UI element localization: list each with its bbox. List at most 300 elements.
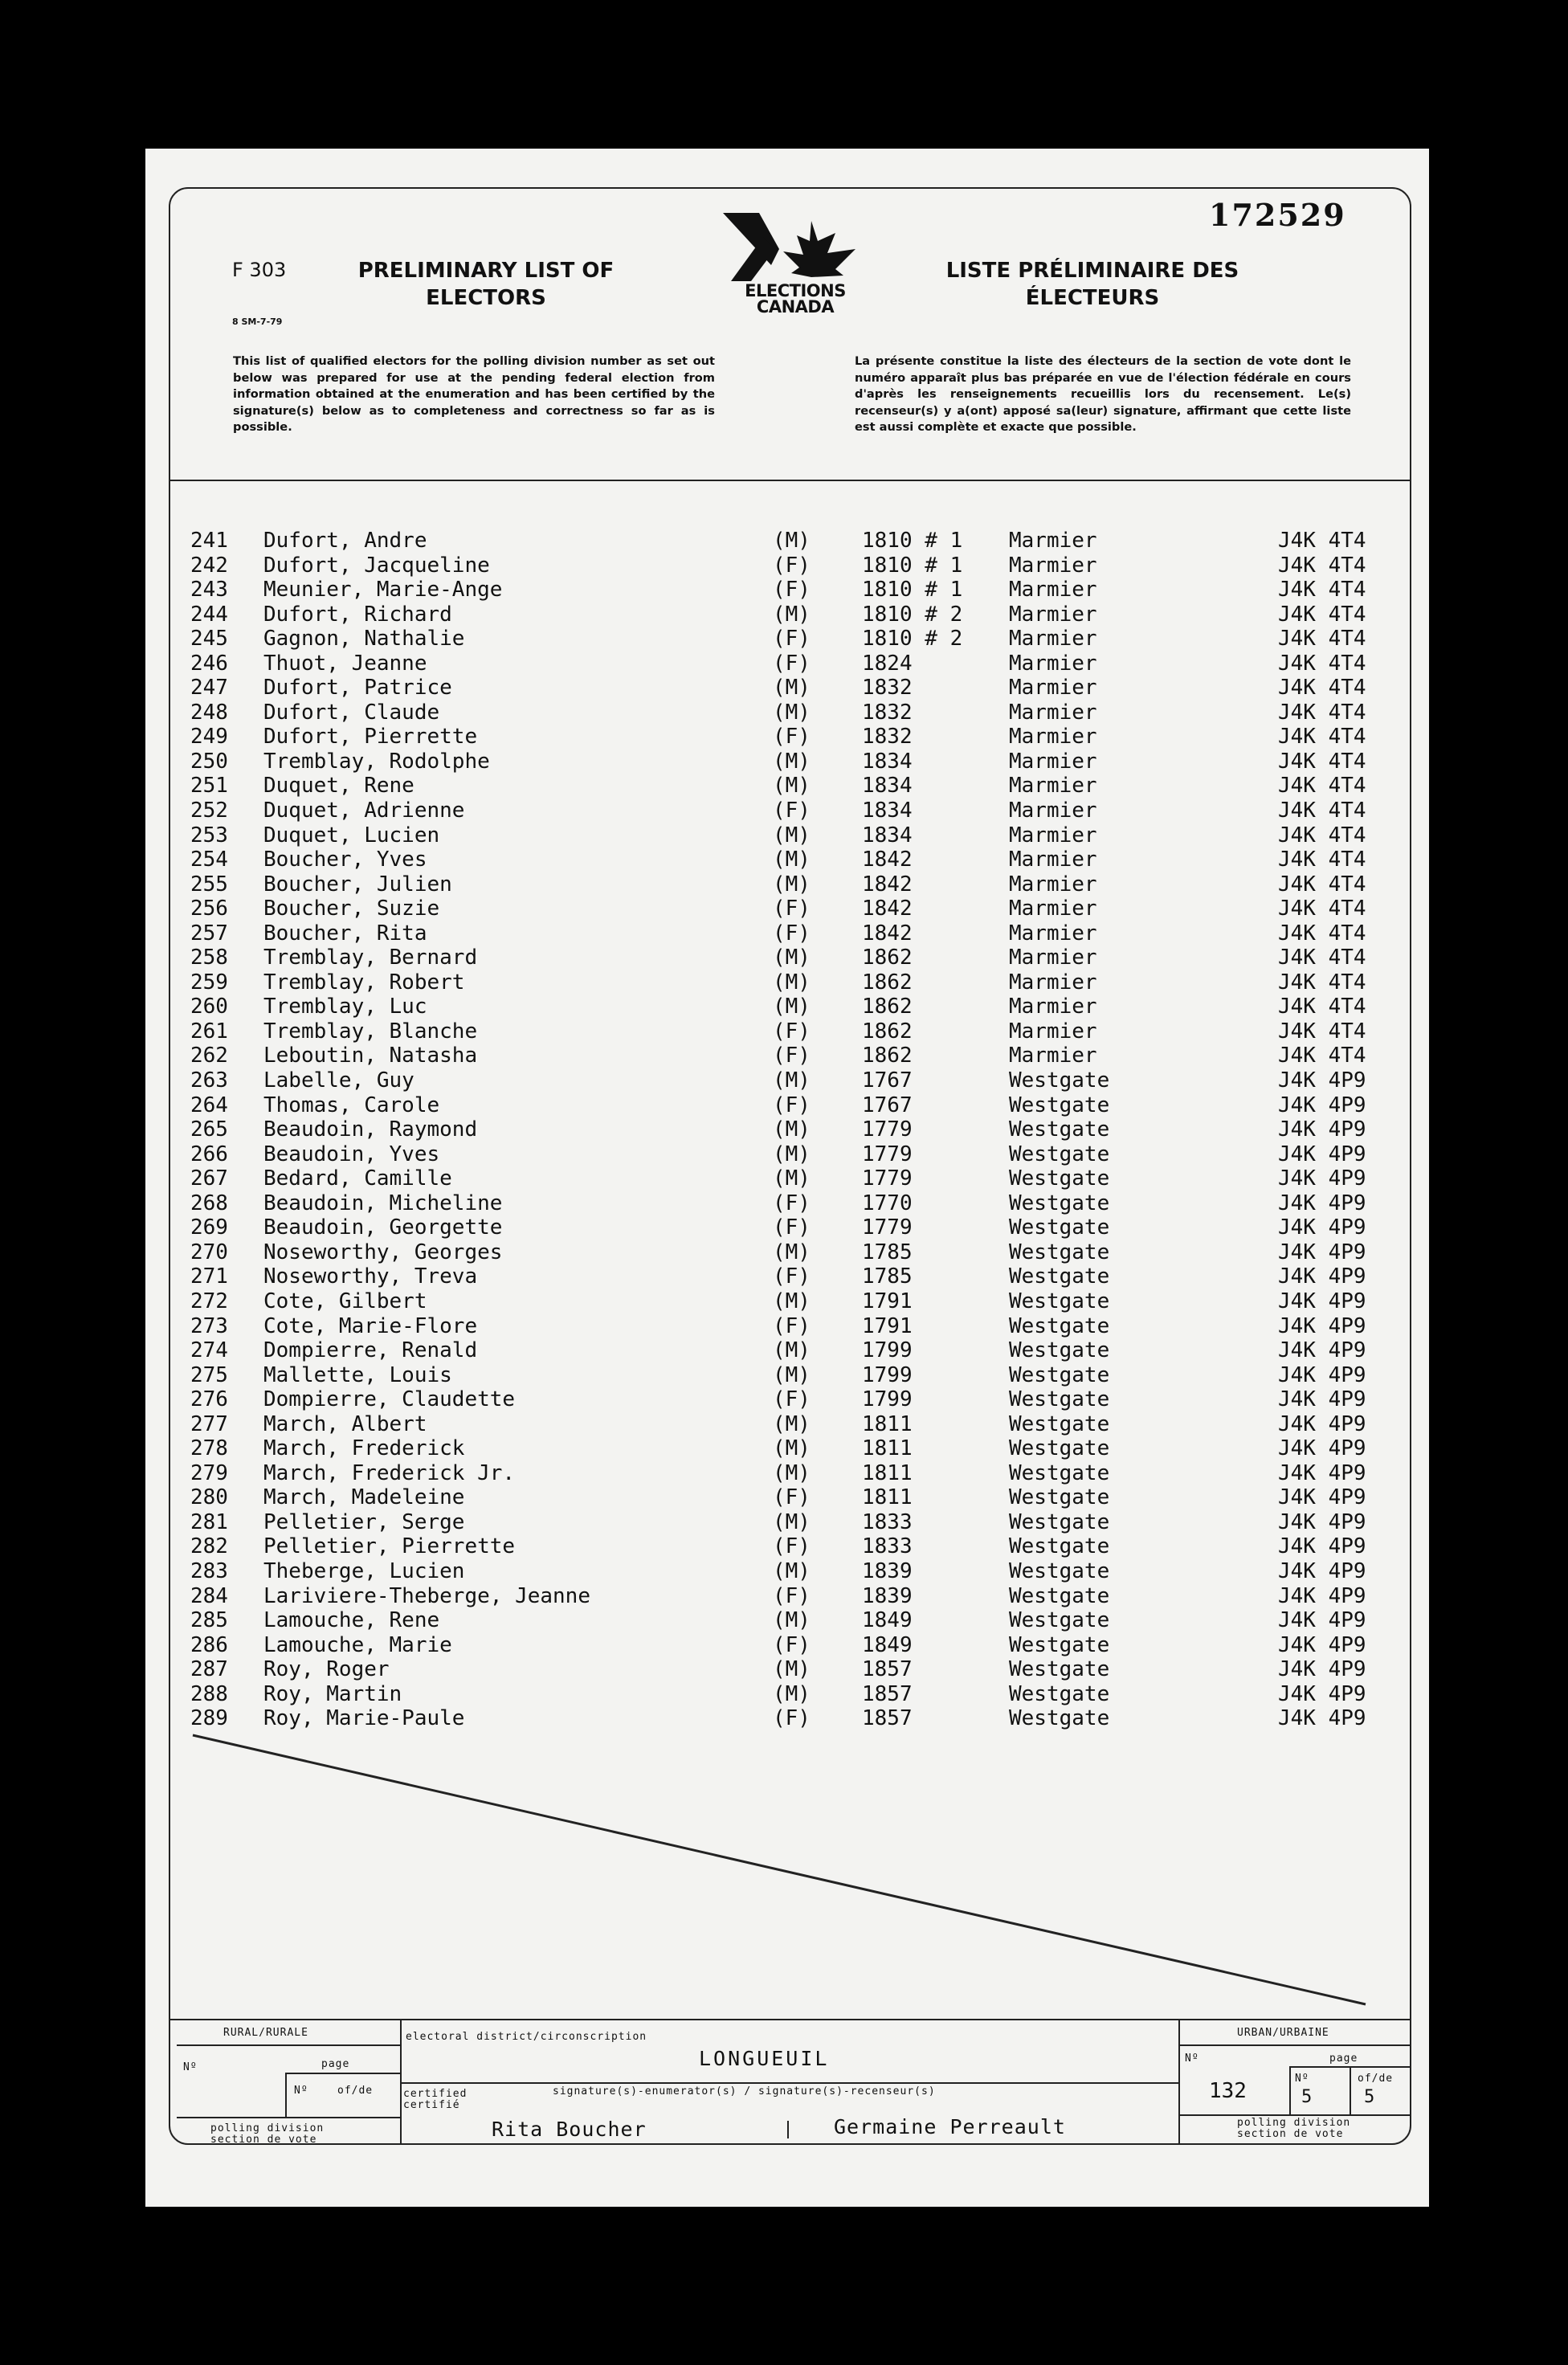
elector-name: Dufort, Richard: [263, 602, 452, 627]
elector-name: Pelletier, Serge: [263, 1509, 465, 1534]
elector-address: 1810 # 1: [862, 529, 963, 553]
elector-postal-code: J4K 4P9: [1278, 1166, 1366, 1191]
elector-number: 253: [190, 823, 228, 848]
elector-address: 1799: [862, 1362, 913, 1387]
elector-address: 1839: [862, 1558, 913, 1583]
elector-street: Westgate: [1009, 1632, 1110, 1657]
elector-name: Pelletier, Pierrette: [263, 1534, 516, 1559]
elector-street: Marmier: [1009, 602, 1097, 627]
elector-name: March, Frederick Jr.: [263, 1460, 516, 1485]
elector-sex: (F): [773, 1093, 811, 1117]
elector-number: 282: [190, 1534, 228, 1559]
elector-street: Westgate: [1009, 1583, 1110, 1608]
rural-page-rule: [285, 2073, 400, 2074]
elector-name: Leboutin, Natasha: [263, 1044, 478, 1068]
rural-rule: [177, 2044, 400, 2046]
elector-street: Marmier: [1009, 946, 1097, 970]
elector-address: 1767: [862, 1068, 913, 1093]
elector-number: 274: [190, 1338, 228, 1363]
rural-bottom-rule: [177, 2117, 400, 2118]
footer-top-rule: [170, 2019, 1410, 2020]
elector-number: 258: [190, 946, 228, 970]
elector-address: 1834: [862, 799, 913, 823]
urban-of-label: of/de: [1358, 2073, 1394, 2085]
elector-street: Westgate: [1009, 1460, 1110, 1485]
elector-postal-code: J4K 4P9: [1278, 1558, 1366, 1583]
intro-text-english: This list of qualified electors for the polling division number as set out below was prepared for use at the pending federal election from information obtained at the enumeration and has been certified by the signature(s) below as to completeness and correctness so far as is possible.: [233, 354, 715, 434]
elector-street: Westgate: [1009, 1142, 1110, 1166]
elector-number: 252: [190, 799, 228, 823]
elector-address: 1833: [862, 1509, 913, 1534]
elector-sex: (M): [773, 1068, 811, 1093]
urban-polling-label: polling division section de vote: [1237, 2117, 1351, 2140]
elector-street: Marmier: [1009, 749, 1097, 774]
elector-sex: (M): [773, 1460, 811, 1485]
form-number: F 303: [232, 259, 287, 281]
elector-number: 260: [190, 995, 228, 1019]
elector-street: Westgate: [1009, 1166, 1110, 1191]
elector-postal-code: J4K 4T4: [1278, 529, 1366, 553]
elector-postal-code: J4K 4P9: [1278, 1117, 1366, 1142]
elector-address: 1857: [862, 1681, 913, 1706]
elector-sex: (M): [773, 602, 811, 627]
elector-number: 269: [190, 1215, 228, 1240]
elector-sex: (M): [773, 1289, 811, 1313]
elector-postal-code: J4K 4P9: [1278, 1068, 1366, 1093]
elector-sex: (M): [773, 1142, 811, 1166]
elector-street: Westgate: [1009, 1387, 1110, 1412]
elector-street: Marmier: [1009, 1044, 1097, 1068]
elector-address: 1849: [862, 1608, 913, 1633]
elector-postal-code: J4K 4T4: [1278, 848, 1366, 872]
elector-address: 1779: [862, 1117, 913, 1142]
elector-name: Lamouche, Marie: [263, 1632, 452, 1657]
elector-address: 1810 # 1: [862, 578, 963, 602]
elector-postal-code: J4K 4T4: [1278, 602, 1366, 627]
elector-postal-code: J4K 4P9: [1278, 1485, 1366, 1510]
elector-name: Beaudoin, Yves: [263, 1142, 440, 1166]
elector-sex: (F): [773, 1387, 811, 1412]
elector-number: 262: [190, 1044, 228, 1068]
elector-address: 1799: [862, 1387, 913, 1412]
signature-enumerator-2: Germaine Perreault: [834, 2115, 1066, 2138]
elector-sex: (F): [773, 799, 811, 823]
elector-street: Westgate: [1009, 1509, 1110, 1534]
elector-sex: (F): [773, 921, 811, 946]
elector-name: Roy, Roger: [263, 1657, 390, 1682]
polling-division-number: 132: [1209, 2079, 1247, 2103]
elector-street: Westgate: [1009, 1657, 1110, 1682]
elector-name: Tremblay, Luc: [263, 995, 427, 1019]
elector-address: 1862: [862, 1019, 913, 1044]
elector-name: Dufort, Patrice: [263, 676, 452, 701]
elector-name: March, Albert: [263, 1411, 427, 1436]
elector-postal-code: J4K 4P9: [1278, 1387, 1366, 1412]
elector-street: Westgate: [1009, 1215, 1110, 1240]
elector-number: 246: [190, 651, 228, 676]
elector-postal-code: J4K 4T4: [1278, 970, 1366, 995]
rural-of-label: of/de: [337, 2085, 374, 2097]
district-rule: [402, 2082, 1178, 2084]
elector-postal-code: J4K 4P9: [1278, 1142, 1366, 1166]
elector-address: 1832: [862, 725, 913, 750]
elector-street: Westgate: [1009, 1436, 1110, 1461]
elector-name: Tremblay, Robert: [263, 970, 465, 995]
logo-line-1: ELECTIONS: [745, 281, 846, 300]
elector-street: Westgate: [1009, 1240, 1110, 1264]
elector-address: 1811: [862, 1411, 913, 1436]
elector-address: 1785: [862, 1264, 913, 1289]
elector-address: 1857: [862, 1657, 913, 1682]
elector-number: 276: [190, 1387, 228, 1412]
elector-name: Beaudoin, Raymond: [263, 1117, 478, 1142]
rural-page-no-label: Nº: [294, 2085, 308, 2097]
elector-street: Marmier: [1009, 1019, 1097, 1044]
elector-postal-code: J4K 4P9: [1278, 1583, 1366, 1608]
elector-number: 271: [190, 1264, 228, 1289]
elector-sex: (M): [773, 1411, 811, 1436]
certified-label: certified certifié: [403, 2088, 468, 2111]
elector-street: Westgate: [1009, 1191, 1110, 1215]
elector-postal-code: J4K 4T4: [1278, 872, 1366, 897]
elector-number: 245: [190, 627, 228, 651]
elector-sex: (F): [773, 1264, 811, 1289]
elector-address: 1862: [862, 946, 913, 970]
elector-postal-code: J4K 4P9: [1278, 1436, 1366, 1461]
elector-name: Thuot, Jeanne: [263, 651, 427, 676]
elector-name: Roy, Marie-Paule: [263, 1706, 465, 1731]
elector-sex: (M): [773, 749, 811, 774]
elector-number: 257: [190, 921, 228, 946]
urban-page-no-label: Nº: [1295, 2073, 1309, 2085]
elector-sex: (F): [773, 578, 811, 602]
elector-number: 254: [190, 848, 228, 872]
elector-street: Marmier: [1009, 676, 1097, 701]
elector-street: Westgate: [1009, 1485, 1110, 1510]
elector-name: Dompierre, Claudette: [263, 1387, 516, 1412]
elector-number: 267: [190, 1166, 228, 1191]
elector-sex: (F): [773, 553, 811, 578]
elector-address: 1832: [862, 676, 913, 701]
elector-name: Cote, Gilbert: [263, 1289, 427, 1313]
urban-label: URBAN/URBAINE: [1237, 2027, 1329, 2039]
signature-divider: [787, 2121, 789, 2138]
elector-number: 263: [190, 1068, 228, 1093]
elector-postal-code: J4K 4T4: [1278, 897, 1366, 921]
elector-postal-code: J4K 4T4: [1278, 749, 1366, 774]
elector-sex: (F): [773, 725, 811, 750]
rural-polling-label: polling division section de vote: [210, 2122, 325, 2146]
elector-number: 251: [190, 774, 228, 799]
elector-postal-code: J4K 4P9: [1278, 1411, 1366, 1436]
elector-name: Dufort, Pierrette: [263, 725, 478, 750]
elector-postal-code: J4K 4T4: [1278, 823, 1366, 848]
elector-street: Marmier: [1009, 848, 1097, 872]
elector-name: Boucher, Rita: [263, 921, 427, 946]
elector-sex: (F): [773, 1706, 811, 1731]
elector-number: 244: [190, 602, 228, 627]
urban-bottom-rule: [1178, 2114, 1410, 2116]
elector-name: Tremblay, Bernard: [263, 946, 478, 970]
elector-name: Boucher, Yves: [263, 848, 427, 872]
district-name: LONGUEUIL: [699, 2047, 830, 2070]
elector-sex: (M): [773, 1338, 811, 1363]
elector-number: 266: [190, 1142, 228, 1166]
elector-number: 265: [190, 1117, 228, 1142]
elector-postal-code: J4K 4P9: [1278, 1313, 1366, 1338]
elector-name: March, Madeleine: [263, 1485, 465, 1510]
elector-name: Dufort, Claude: [263, 700, 440, 725]
elector-name: Thomas, Carole: [263, 1093, 440, 1117]
elector-address: 1810 # 1: [862, 553, 963, 578]
elector-street: Westgate: [1009, 1338, 1110, 1363]
elector-number: 277: [190, 1411, 228, 1436]
elector-number: 248: [190, 700, 228, 725]
form-code: 8 SM-7-79: [232, 317, 283, 327]
elector-postal-code: J4K 4T4: [1278, 553, 1366, 578]
elector-number: 287: [190, 1657, 228, 1682]
elector-postal-code: J4K 4T4: [1278, 946, 1366, 970]
elector-postal-code: J4K 4T4: [1278, 725, 1366, 750]
elector-postal-code: J4K 4P9: [1278, 1632, 1366, 1657]
elector-postal-code: J4K 4T4: [1278, 1019, 1366, 1044]
elector-postal-code: J4K 4T4: [1278, 921, 1366, 946]
elector-number: 242: [190, 553, 228, 578]
elector-sex: (M): [773, 1558, 811, 1583]
elector-street: Marmier: [1009, 872, 1097, 897]
elector-address: 1839: [862, 1583, 913, 1608]
elector-sex: (M): [773, 700, 811, 725]
elector-postal-code: J4K 4P9: [1278, 1362, 1366, 1387]
elector-sex: (M): [773, 1436, 811, 1461]
elector-postal-code: J4K 4T4: [1278, 995, 1366, 1019]
elector-street: Westgate: [1009, 1558, 1110, 1583]
elector-number: 247: [190, 676, 228, 701]
rural-no-label: Nº: [183, 2061, 198, 2073]
rural-page-label: page: [321, 2058, 350, 2070]
elector-number: 283: [190, 1558, 228, 1583]
elector-address: 1842: [862, 848, 913, 872]
elector-street: Marmier: [1009, 970, 1097, 995]
elector-address: 1857: [862, 1706, 913, 1731]
elector-sex: (F): [773, 651, 811, 676]
elector-postal-code: J4K 4P9: [1278, 1534, 1366, 1559]
elector-name: Beaudoin, Micheline: [263, 1191, 503, 1215]
elector-number: 281: [190, 1509, 228, 1534]
elector-address: 1767: [862, 1093, 913, 1117]
elector-sex: (M): [773, 774, 811, 799]
elector-sex: (M): [773, 995, 811, 1019]
elector-street: Marmier: [1009, 823, 1097, 848]
elector-name: Mallette, Louis: [263, 1362, 452, 1387]
elector-number: 285: [190, 1608, 228, 1633]
elector-postal-code: J4K 4P9: [1278, 1191, 1366, 1215]
elector-address: 1791: [862, 1289, 913, 1313]
elector-address: 1779: [862, 1166, 913, 1191]
elector-number: 289: [190, 1706, 228, 1731]
elector-postal-code: J4K 4P9: [1278, 1460, 1366, 1485]
elector-address: 1824: [862, 651, 913, 676]
elector-street: Westgate: [1009, 1068, 1110, 1093]
elector-number: 288: [190, 1681, 228, 1706]
elector-number: 255: [190, 872, 228, 897]
elector-street: Marmier: [1009, 725, 1097, 750]
elector-name: Duquet, Rene: [263, 774, 414, 799]
elector-street: Marmier: [1009, 529, 1097, 553]
elector-postal-code: J4K 4P9: [1278, 1093, 1366, 1117]
serial-number: 172529: [1209, 197, 1346, 233]
elector-street: Marmier: [1009, 897, 1097, 921]
elector-street: Marmier: [1009, 651, 1097, 676]
elector-name: Lariviere-Theberge, Jeanne: [263, 1583, 590, 1608]
elector-street: Westgate: [1009, 1362, 1110, 1387]
elector-postal-code: J4K 4P9: [1278, 1706, 1366, 1731]
elector-street: Marmier: [1009, 700, 1097, 725]
elector-number: 250: [190, 749, 228, 774]
elector-name: Boucher, Julien: [263, 872, 452, 897]
elector-street: Marmier: [1009, 799, 1097, 823]
elector-number: 241: [190, 529, 228, 553]
elector-name: Duquet, Adrienne: [263, 799, 465, 823]
elector-address: 1842: [862, 897, 913, 921]
elector-postal-code: J4K 4T4: [1278, 799, 1366, 823]
urban-page-divider: [1289, 2066, 1291, 2114]
intro-text-french: La présente constitue la liste des électeurs de la section de vote dont le numéro apparaît plus bas préparée en vue de l'élection fédérale en cours d'après les renseignements recueillis lors du recensement. Le(s) recenseur(s) y a(ont) apposé sa(leur) signature, affirmant que cette liste est aussi complète et exacte que possible.: [855, 354, 1351, 434]
elector-address: 1811: [862, 1460, 913, 1485]
elector-name: Tremblay, Blanche: [263, 1019, 478, 1044]
elector-street: Marmier: [1009, 578, 1097, 602]
rural-label: RURAL/RURALE: [223, 2027, 308, 2039]
elector-postal-code: J4K 4P9: [1278, 1338, 1366, 1363]
elector-address: 1799: [862, 1338, 913, 1363]
elector-name: Cote, Marie-Flore: [263, 1313, 478, 1338]
elector-number: 243: [190, 578, 228, 602]
elector-name: Gagnon, Nathalie: [263, 627, 465, 651]
elector-address: 1811: [862, 1436, 913, 1461]
urban-divider: [1178, 2020, 1180, 2145]
elector-address: 1770: [862, 1191, 913, 1215]
elector-sex: (F): [773, 1583, 811, 1608]
signature-enumerator-1: Rita Boucher: [492, 2118, 647, 2141]
district-label: electoral district/circonscription: [406, 2031, 647, 2043]
elector-number: 256: [190, 897, 228, 921]
elector-sex: (M): [773, 1509, 811, 1534]
elector-postal-code: J4K 4P9: [1278, 1289, 1366, 1313]
elector-number: 249: [190, 725, 228, 750]
elector-name: Dufort, Andre: [263, 529, 427, 553]
page-total: 5: [1364, 2087, 1375, 2107]
elector-number: 278: [190, 1436, 228, 1461]
elector-address: 1862: [862, 995, 913, 1019]
elector-address: 1833: [862, 1534, 913, 1559]
elector-sex: (M): [773, 1240, 811, 1264]
elector-address: 1832: [862, 700, 913, 725]
elector-street: Westgate: [1009, 1608, 1110, 1633]
elector-postal-code: J4K 4T4: [1278, 676, 1366, 701]
elector-street: Westgate: [1009, 1264, 1110, 1289]
title-french: LISTE PRÉLIMINAIRE DES ÉLECTEURS: [945, 259, 1239, 310]
elector-sex: (F): [773, 1313, 811, 1338]
elector-street: Westgate: [1009, 1289, 1110, 1313]
elector-sex: (F): [773, 1019, 811, 1044]
elector-postal-code: J4K 4T4: [1278, 1044, 1366, 1068]
elector-name: Beaudoin, Georgette: [263, 1215, 503, 1240]
elector-address: 1842: [862, 921, 913, 946]
elector-address: 1834: [862, 749, 913, 774]
elector-address: 1862: [862, 1044, 913, 1068]
elector-sex: (M): [773, 823, 811, 848]
elector-sex: (M): [773, 1681, 811, 1706]
elector-street: Westgate: [1009, 1411, 1110, 1436]
elector-postal-code: J4K 4P9: [1278, 1240, 1366, 1264]
elector-number: 270: [190, 1240, 228, 1264]
elector-name: Meunier, Marie-Ange: [263, 578, 503, 602]
elector-name: Theberge, Lucien: [263, 1558, 465, 1583]
elector-sex: (F): [773, 897, 811, 921]
elector-sex: (M): [773, 1657, 811, 1682]
elector-address: 1785: [862, 1240, 913, 1264]
signature-label: signature(s)-enumerator(s) / signature(s)-recenseur(s): [553, 2085, 936, 2097]
elector-address: 1810 # 2: [862, 602, 963, 627]
elector-number: 273: [190, 1313, 228, 1338]
elector-number: 280: [190, 1485, 228, 1510]
elector-number: 268: [190, 1191, 228, 1215]
urban-rule: [1178, 2044, 1410, 2046]
elector-sex: (F): [773, 1215, 811, 1240]
elector-name: Duquet, Lucien: [263, 823, 440, 848]
elector-sex: (F): [773, 1044, 811, 1068]
elector-street: Westgate: [1009, 1534, 1110, 1559]
elector-address: 1811: [862, 1485, 913, 1510]
title-english: PRELIMINARY LIST OF ELECTORS: [357, 259, 615, 310]
elector-number: 272: [190, 1289, 228, 1313]
elector-street: Westgate: [1009, 1093, 1110, 1117]
elector-postal-code: J4K 4P9: [1278, 1608, 1366, 1633]
page-number: 5: [1301, 2087, 1313, 2107]
logo-line-2: CANADA: [756, 297, 835, 317]
elector-postal-code: J4K 4P9: [1278, 1681, 1366, 1706]
elector-postal-code: J4K 4T4: [1278, 578, 1366, 602]
urban-page-label: page: [1329, 2053, 1358, 2065]
elector-sex: (F): [773, 1632, 811, 1657]
elector-sex: (M): [773, 529, 811, 553]
elector-postal-code: J4K 4P9: [1278, 1215, 1366, 1240]
elector-sex: (M): [773, 1362, 811, 1387]
elector-sex: (F): [773, 1191, 811, 1215]
elector-number: 259: [190, 970, 228, 995]
rural-page-divider: [285, 2073, 287, 2117]
elector-name: Roy, Martin: [263, 1681, 402, 1706]
elector-name: Lamouche, Rene: [263, 1608, 440, 1633]
elector-street: Westgate: [1009, 1681, 1110, 1706]
elector-number: 284: [190, 1583, 228, 1608]
elector-sex: (F): [773, 1485, 811, 1510]
elector-name: March, Frederick: [263, 1436, 465, 1461]
elector-address: 1862: [862, 970, 913, 995]
elector-name: Boucher, Suzie: [263, 897, 440, 921]
elector-street: Westgate: [1009, 1706, 1110, 1731]
elector-address: 1849: [862, 1632, 913, 1657]
elector-number: 275: [190, 1362, 228, 1387]
elector-name: Noseworthy, Treva: [263, 1264, 478, 1289]
urban-no-label: Nº: [1185, 2053, 1199, 2065]
elector-sex: (M): [773, 1117, 811, 1142]
elector-name: Noseworthy, Georges: [263, 1240, 503, 1264]
elector-address: 1791: [862, 1313, 913, 1338]
elector-postal-code: J4K 4T4: [1278, 700, 1366, 725]
elector-address: 1779: [862, 1142, 913, 1166]
elector-postal-code: J4K 4T4: [1278, 774, 1366, 799]
